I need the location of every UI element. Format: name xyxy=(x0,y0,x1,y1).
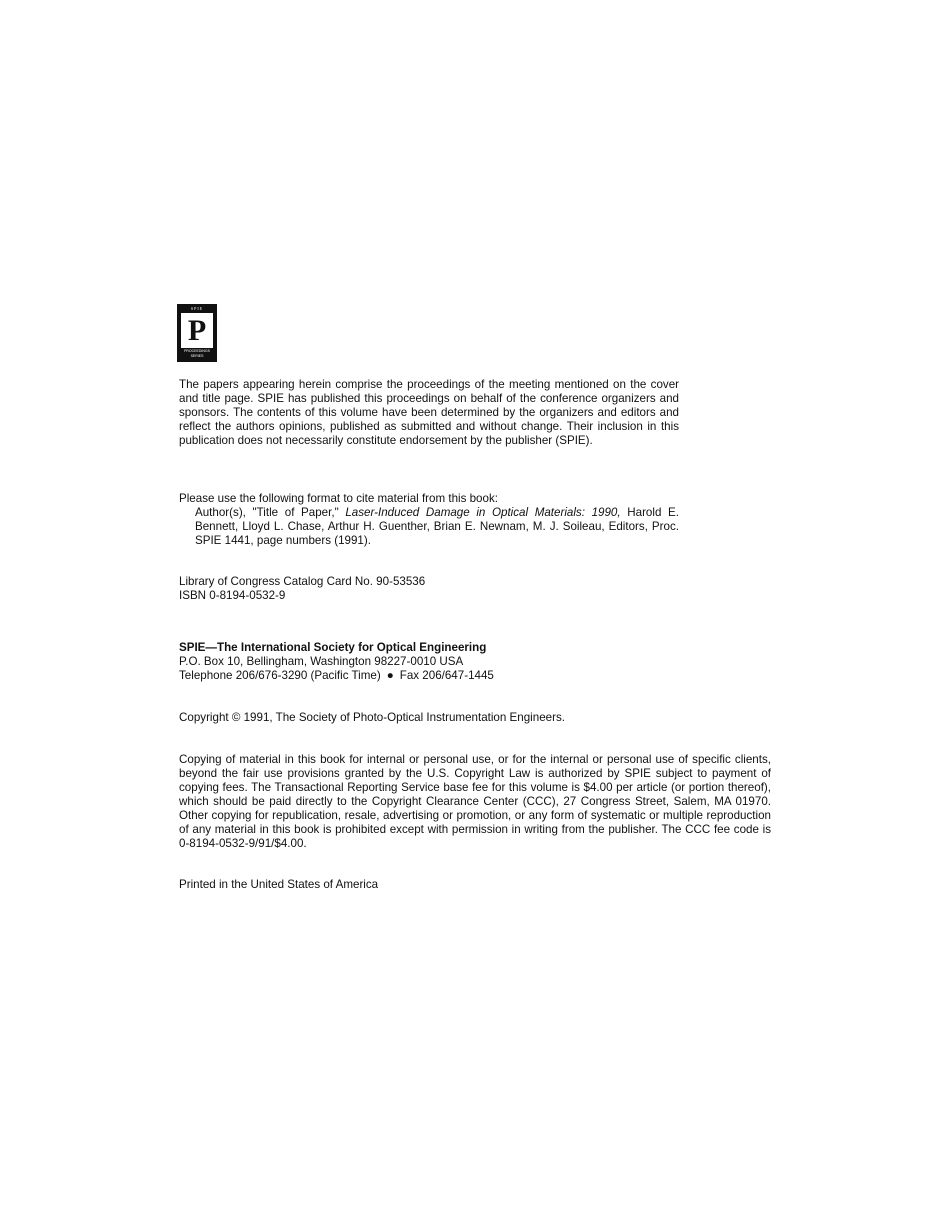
citation-rest: Harold E. Bennett, Lloyd L. Chase, Arthur H. Guenther, Brian E. Newnam, M. J. Soileau, Editors, Proc. SPIE 1441, page numbers (1991). xyxy=(195,506,679,547)
citation-prefix: Author(s), "Title of Paper," xyxy=(195,506,346,519)
logo-bottom-text xyxy=(177,349,217,358)
publisher-contact xyxy=(179,669,679,683)
logo-letter: P xyxy=(187,314,207,347)
publisher-fax: Fax 206/647-1445 xyxy=(399,669,494,682)
spie-proceedings-logo xyxy=(177,304,217,362)
logo-top-text: SPIE xyxy=(190,306,204,311)
disclaimer-paragraph: The papers appearing herein comprise the proceedings of the meeting mentioned on the cover and title page. SPIE has published this proceedings on behalf of the conference organizers and sponsors. The contents of this volume have been determined by the organizers and editors and reflect the authors opinions, published as submitted and without change. Their inclusion in this publication does not necessarily constitute endorsement by the publisher (SPIE). xyxy=(179,378,679,447)
citation-format xyxy=(179,506,679,548)
publisher-name: SPIE—The International Society for Optical Engineering xyxy=(179,641,487,654)
citation-block xyxy=(179,492,679,548)
printed-in-line: Printed in the United States of America xyxy=(179,878,379,891)
catalog-block xyxy=(179,575,579,603)
citation-book-title: Laser-Induced Damage in Optical Materials: 1990, xyxy=(345,506,621,519)
copying-notice-paragraph: Copying of material in this book for internal or personal use, or for the internal or personal use of specific clients, beyond the fair use provisions granted by the U.S. Copyright Law is authorized by SPIE subject to payment of copying fees. The Transactional Reporting Service base fee for this volume is $4.00 per article (or portion thereof), which should be paid directly to the Copyright Clearance Center (CCC), 27 Congress Street, Salem, MA 01970. Other copying for republication, resale, advertising or promotion, or any form of systematic or multiple reproduction of any material in this book is prohibited except with permission in writing from the publisher. The CCC fee code is 0-8194-0532-9/91/$4.00. xyxy=(179,753,771,850)
publisher-telephone: Telephone 206/676-3290 (Pacific Time) xyxy=(179,669,381,682)
logo-bottom-line-1: PROCEEDINGS xyxy=(184,349,210,353)
publisher-address: P.O. Box 10, Bellingham, Washington 98227-0010 USA xyxy=(179,655,464,668)
logo-bottom-line-2: SERIES xyxy=(190,353,204,358)
isbn: ISBN 0-8194-0532-9 xyxy=(179,589,286,602)
library-of-congress-number: Library of Congress Catalog Card No. 90-53536 xyxy=(179,575,426,588)
bullet-separator: ● xyxy=(386,669,394,682)
copyright-line: Copyright © 1991, The Society of Photo-Optical Instrumentation Engineers. xyxy=(179,711,565,724)
citation-intro: Please use the following format to cite material from this book: xyxy=(179,492,498,505)
publisher-block xyxy=(179,641,679,683)
logo-letter-box xyxy=(181,313,213,348)
